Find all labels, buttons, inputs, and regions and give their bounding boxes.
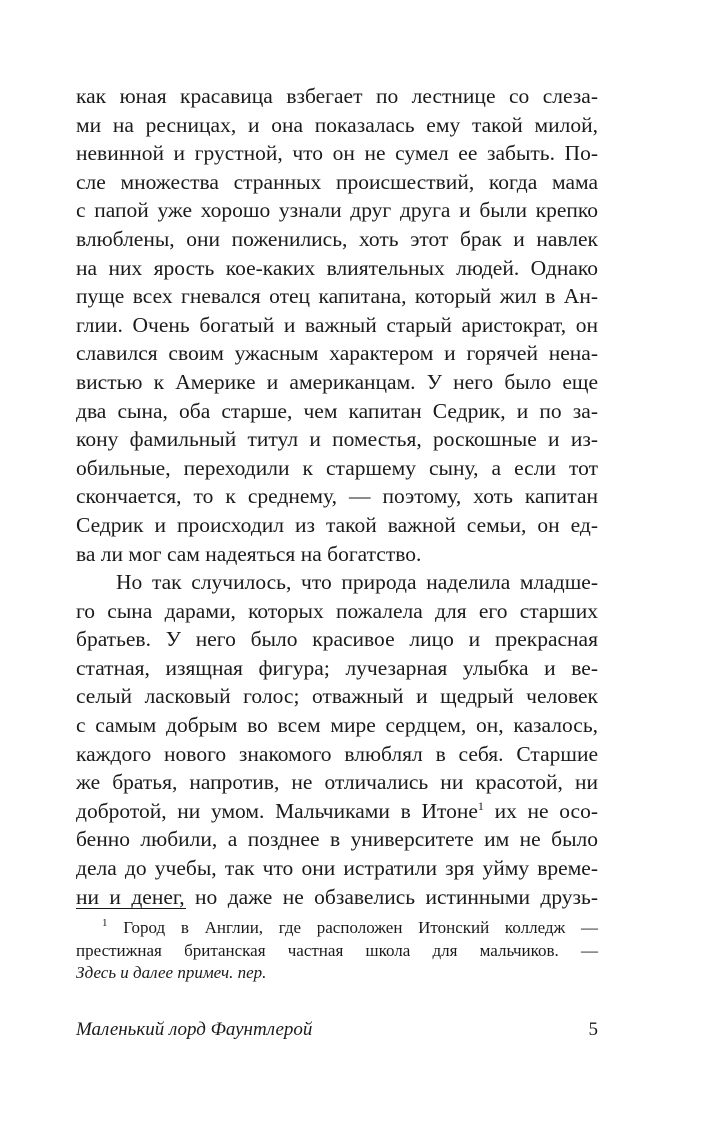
text-line: как юная красавица взбегает по лестнице со слеза- (76, 84, 598, 108)
book-title: Маленький лорд Фаунтлерой (76, 1019, 313, 1040)
text-line: сле множества странных происшествий, когда мама (76, 169, 598, 194)
text-line-with-footnote-ref (76, 797, 598, 826)
footnote-line: престижная британская частная школа для мальчиков. — (76, 940, 598, 960)
footnote-line (76, 962, 598, 985)
text-line: скончается, то к среднему, — поэтому, хоть капитан (76, 484, 598, 509)
running-footer (76, 1017, 598, 1043)
text-fragment: их не осо- (483, 798, 599, 823)
text-fragment: добротой, ни умом. Мальчиками в Итоне (76, 798, 478, 823)
text-line: братьев. У него было красивое лицо и прекрасная (76, 627, 598, 652)
text-line: каждого нового знакомого влюблял в себя. Старшие (76, 741, 598, 766)
text-line: селый ласковый голос; отважный и щедрый человек (76, 684, 598, 709)
page-number: 5 (588, 1019, 598, 1040)
text-line: статная, изящная фигура; лучезарная улыбка и ве- (76, 655, 598, 680)
text-line: ми на ресницах, и она показалась ему такой милой, (76, 112, 598, 137)
text-line: глии. Очень богатый и важный старый аристократ, он (76, 312, 598, 337)
text-line: обильные, переходили к старшему сыну, а если тот (76, 455, 598, 480)
text-line: вистью к Америке и американцам. У него было еще (76, 369, 598, 394)
text-line: Но так случилось, что природа наделила младше- (116, 570, 598, 595)
text-line: Седрик и происходил из такой важной семьи, он ед- (76, 512, 598, 537)
footnote (76, 917, 598, 985)
body-text (76, 82, 598, 911)
text-line: ва ли мог сам надеяться на богатство. (76, 541, 422, 566)
text-line: же братья, напротив, не отличались ни красотой, ни (76, 770, 598, 795)
footnote-text: Город в Англии, где расположен Итонский колледж — (107, 918, 598, 937)
text-line: с самым добрым во всем мире сердцем, он, казалось, (76, 713, 598, 738)
text-line: бенно любили, а позднее в университете им не было (76, 827, 598, 852)
text-line: кону фамильный титул и поместья, роскошные и из- (76, 427, 598, 452)
text-line: дела до учебы, так что они истратили зря уйму време- (76, 856, 598, 881)
text-line: ни и денег, но даже не обзавелись истинными друзь- (76, 884, 598, 909)
text-line: с папой уже хорошо узнали друг друга и были крепко (76, 198, 598, 223)
text-line: го сына дарами, которых пожалела для его старших (76, 598, 598, 623)
footnote-note: Здесь и далее примеч. пер. (76, 963, 267, 982)
footnote-divider (76, 908, 186, 909)
text-line: на них ярость кое-каких влиятельных людей. Однако (76, 255, 598, 280)
footnote-marker: 1 (102, 917, 108, 929)
text-line: влюблены, они поженились, хоть этот брак и навлек (76, 226, 598, 251)
footnote-line (76, 917, 598, 940)
footnote-reference[interactable]: 1 (477, 798, 484, 813)
text-line: пуще всех гневался отец капитана, который жил в Ан- (76, 284, 598, 309)
text-line: славился своим ужасным характером и горячей нена- (76, 341, 598, 366)
text-line: невинной и грустной, что он не сумел ее забыть. По- (76, 141, 598, 166)
text-line: два сына, оба старше, чем капитан Седрик, и по за- (76, 398, 598, 423)
